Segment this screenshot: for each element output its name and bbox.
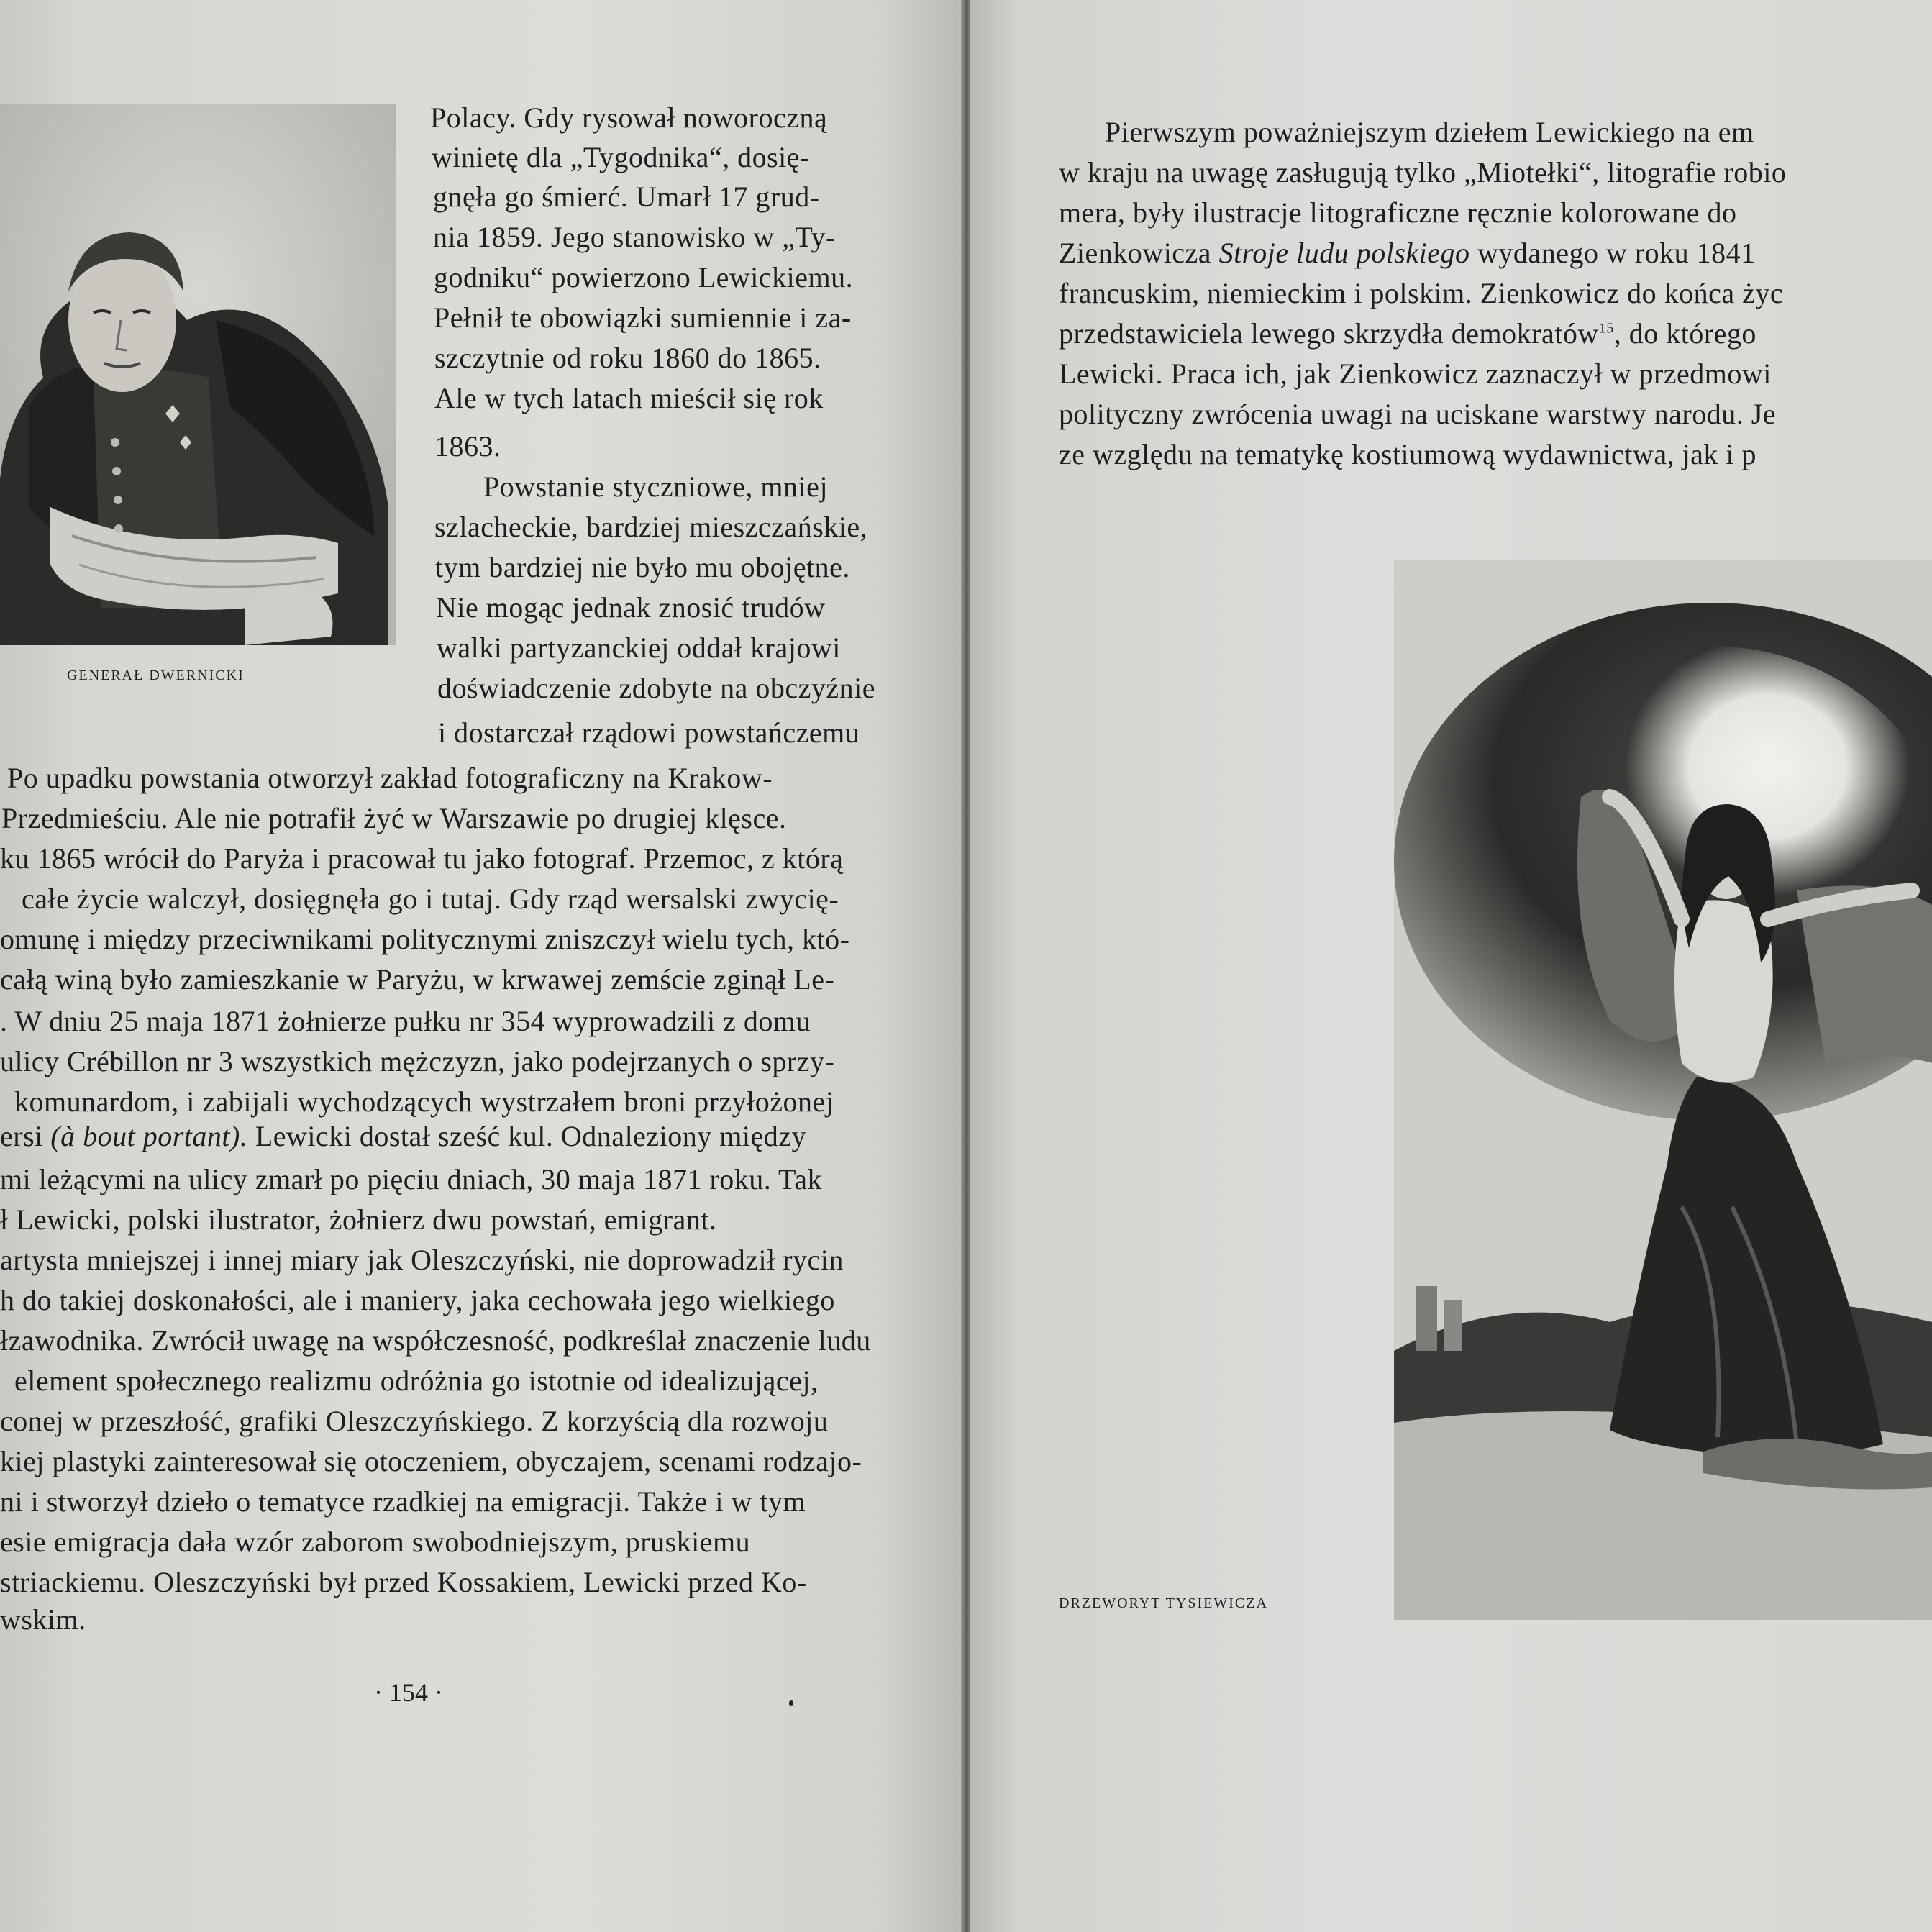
portrait-engraving (0, 104, 396, 645)
body-line: ulicy Crébillon nr 3 wszystkich mężczyzn, jako podejrzanych o sprzy- (0, 1045, 835, 1077)
portrait-general-dwernicki (0, 104, 396, 645)
body-line: . W dniu 25 maja 1871 żołnierze pułku nr 354 wyprowadzili z domu (0, 1005, 811, 1037)
woodcut-illustration (1394, 560, 1932, 1620)
body-line: esie emigracja dała wzór zaborom swobodniejszym, pruskiemu (0, 1526, 751, 1558)
body-line: Po upadku powstania otworzył zakład fotograficzny na Krakow- (7, 762, 773, 794)
body-line: wskim. (0, 1603, 86, 1636)
body-line: całą winą było zamieszkanie w Paryżu, w krwawej zemście zginął Le- (0, 963, 835, 995)
body-line: artysta mniejszej i innej miary jak Oleszczyński, nie doprowadził rycin (0, 1244, 844, 1276)
speck (789, 1700, 793, 1706)
column-line: Polacy. Gdy rysował noworoczną (430, 101, 828, 134)
body-line: Pierwszym poważniejszym dziełem Lewickiego na em (1105, 116, 1754, 148)
column-line: doświadczenie zdobyte na obczyźnie (437, 672, 875, 704)
body-line-footnote: przedstawiciela lewego skrzydła demokratów$^{15}$, do którego (1059, 317, 1756, 350)
body-line: łzawodnika. Zwrócił uwagę na współczesność, podkreślał znaczenie ludu (0, 1324, 871, 1357)
body-line: mera, były ilustracje litograficzne ręcznie kolorowane do (1059, 196, 1737, 229)
body-line: w kraju na uwagę zasługują tylko „Miotełki“, litografie robio (1059, 156, 1787, 188)
body-line: Lewicki. Praca ich, jak Zienkowicz zaznaczył w przedmowi (1059, 357, 1772, 390)
column-line: nia 1859. Jego stanowisko w „Ty- (433, 221, 836, 253)
body-line-italic: Zienkowicza Stroje ludu polskiego wydanego w roku 1841 (1059, 237, 1756, 269)
body-line: ze względu na tematykę kostiumową wydawnictwa, jak i p (1059, 438, 1757, 470)
column-line: szlacheckie, bardziej mieszczańskie, (434, 511, 868, 543)
body-line: francuskim, niemieckim i polskim. Zienkowicz do końca życ (1059, 277, 1784, 309)
column-line: gnęła go śmierć. Umarł 17 grud- (433, 181, 820, 213)
left-page (0, 0, 964, 1932)
body-line: h do takiej doskonałości, ale i maniery, jaka cechowała jego wielkiego (0, 1284, 835, 1316)
body-line: striackiemu. Oleszczyński był przed Kossakiem, Lewicki przed Ko- (0, 1566, 807, 1598)
column-line: szczytnie od roku 1860 do 1865. (434, 342, 821, 374)
body-line: kiej plastyki zainteresował się otoczeniem, obyczajem, scenami rodzajo- (0, 1445, 862, 1477)
column-line: Nie mogąc jednak znosić trudów (436, 591, 826, 624)
column-line: winietę dla „Tygodnika“, dosię- (432, 141, 810, 173)
footnote-ref: 15 (1598, 320, 1614, 337)
body-line: polityczny zwrócenia uwagi na uciskane warstwy narodu. Je (1059, 398, 1777, 430)
body-line: omunę i między przeciwnikami politycznymi zniszczył wielu tych, któ- (0, 923, 850, 955)
body-line-italic: ersi (à bout portant). Lewicki dostał sześć kul. Odnaleziony między (0, 1120, 807, 1152)
body-line: conej w przeszłość, grafiki Oleszczyńskiego. Z korzyścią dla rozwoju (0, 1405, 829, 1437)
column-line: tym bardziej nie było mu obojętne. (435, 551, 850, 583)
column-line: walki partyzanckiej oddał krajowi (437, 632, 841, 664)
body-line: ku 1865 wrócił do Paryża i pracował tu jako fotograf. Przemoc, z którą (0, 842, 844, 875)
woodcut-engraving (1394, 560, 1932, 1620)
illustration-caption: DRZEWORYT TYSIEWICZA (1059, 1595, 1268, 1611)
page-number: · 154 · (374, 1678, 443, 1707)
column-line: 1863. (434, 430, 501, 463)
column-line: Powstanie styczniowe, mniej (483, 470, 828, 503)
body-line: element społecznego realizmu odróżnia go istotnie od idealizującej, (14, 1364, 819, 1397)
body-line: całe życie walczył, dosięgnęła go i tutaj. Gdy rząd wersalski zwycię- (22, 883, 839, 915)
column-line: i dostarczał rządowi powstańczemu (438, 716, 860, 749)
column-line: Ale w tych latach mieścił się rok (434, 382, 824, 414)
body-line: mi leżącymi na ulicy zmarł po pięciu dniach, 30 maja 1871 roku. Tak (0, 1163, 822, 1195)
portrait-caption: GENERAŁ DWERNICKI (67, 667, 245, 683)
column-line: Pełnił te obowiązki sumiennie i za- (434, 301, 852, 334)
body-line: ni i stworzył dzieło o tematyce rzadkiej na emigracji. Także i w tym (0, 1485, 806, 1518)
body-line: Przedmieściu. Ale nie potrafił żyć w Warszawie po drugiej klęsce. (1, 802, 787, 834)
body-line: komunardom, i zabijali wychodzących wystrzałem broni przyłożonej (14, 1085, 834, 1118)
column-line: godniku“ powierzono Lewickiemu. (434, 261, 854, 293)
body-line: ł Lewicki, polski ilustrator, żołnierz dwu powstań, emigrant. (0, 1203, 717, 1236)
